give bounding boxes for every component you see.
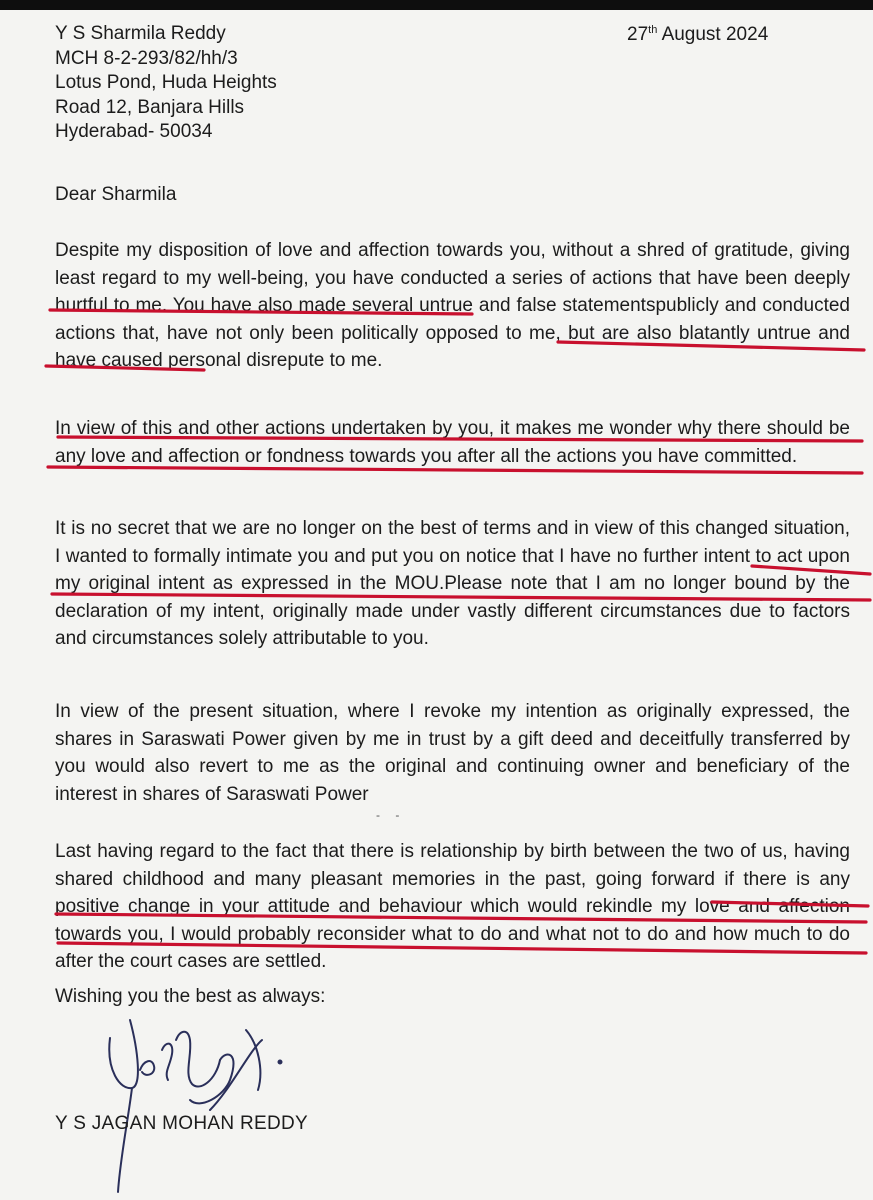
paragraph-5: Last having regard to the fact that there is relationship by birth between the two of us, having shared childhood and many pleasant memories in the past, going forward if there is any positive change in your attitude and behaviour which would rekindle my love and affection towards you, I would probably reconsider what to do and what not to do and how much to do after the court cases are settled. [55,841,850,972]
address-line: Lotus Pond, Huda Heights [55,72,277,93]
date-suffix: th [648,24,658,36]
date-rest: August 2024 [661,24,769,45]
address-line: Road 12, Banjara Hills [55,96,245,118]
closing-line: Wishing you the best as always: [55,986,326,1007]
address-line: Y S Sharmila Reddy [55,23,226,44]
paragraph-3: It is no secret that we are no longer on the best of terms and in view of this changed situation, I wanted to formally intimate you and put you on notice that I have no further intent to act upon my original intent as expressed in the MOU.Please note that I am no longer bound by the declaration of my intent, originally made under vastly different circumstances due to factors and circumstances solely attributable to you. [55,518,850,649]
address-line: Hyderabad- 50034 [55,121,213,142]
salutation: Dear Sharmila [55,184,177,205]
signature-icon [80,1010,310,1200]
stray-dots: - - [376,808,406,822]
sender-address [55,22,277,145]
signatory-name: Y S JAGAN MOHAN REDDY [55,1113,308,1134]
top-dark-bar [0,0,873,10]
address-line: MCH 8-2-293/82/hh/3 [55,47,238,69]
paragraph-1: Despite my disposition of love and affection towards you, without a shred of gratitude, giving least regard to my well-being, you have conducted a series of actions that have been deeply hurtful to me. You have also made several untrue and false statementspublicly and conducted actions that, have not only been politically opposed to me, but are also blatantly untrue and have caused personal disrepute to me. [55,240,850,371]
letter-page [0,10,873,1200]
paragraph-4: In view of the present situation, where I revoke my intention as originally expressed, the shares in Saraswati Power given by me in trust by a gift deed and deceitfully transferred by you would also revert to me as the original and continuing owner and beneficiary of the interest in shares of Saraswati Power [55,701,850,805]
date-day: 27 [627,24,649,45]
paragraph-2: In view of this and other actions undertaken by you, it makes me wonder why there should be any love and affection or fondness towards you after all the actions you have committed. [55,418,850,467]
letter-date [627,24,768,46]
